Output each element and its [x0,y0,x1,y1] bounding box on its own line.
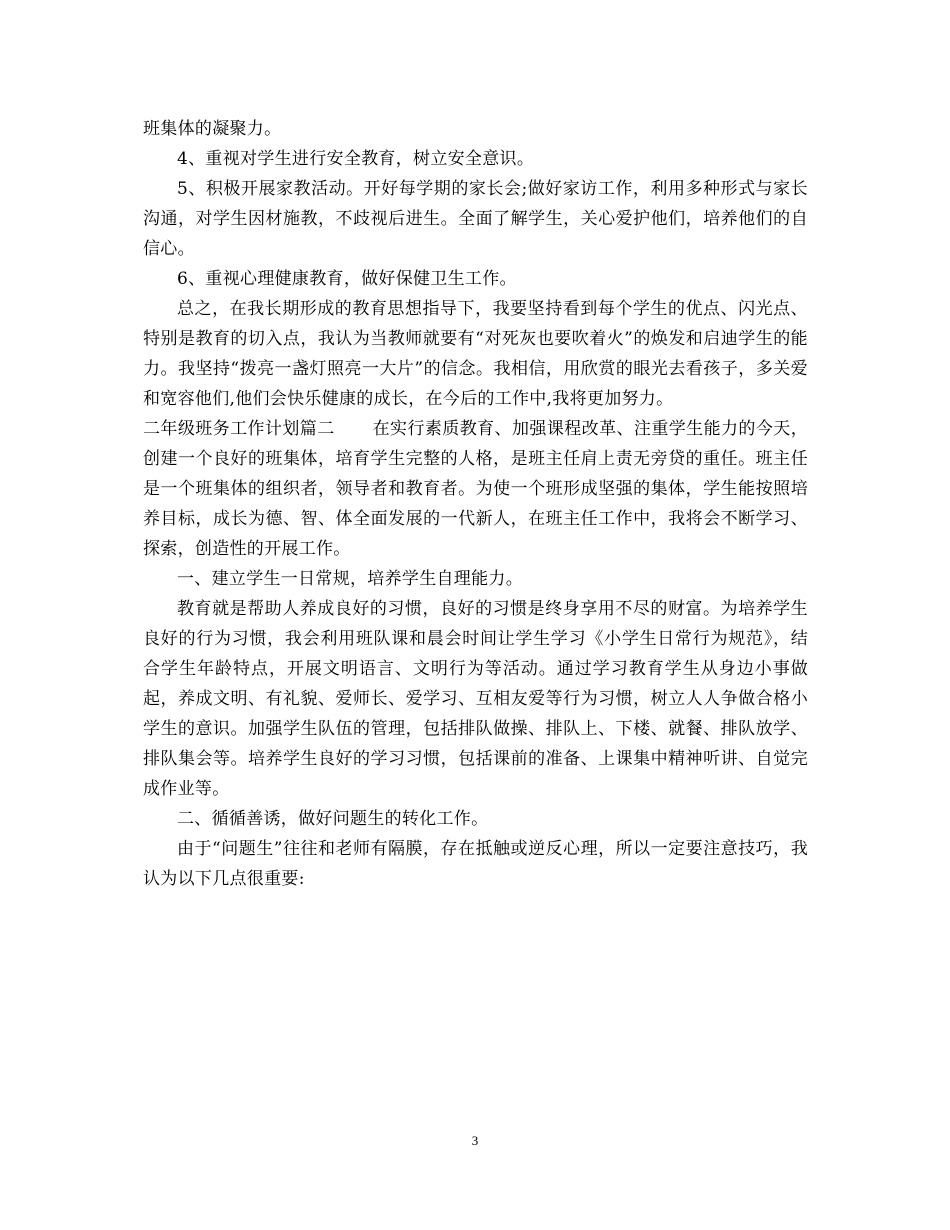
paragraph-item-4: 4、重视对学生进行安全教育，树立安全意识。 [177,149,535,169]
document-body [143,114,808,894]
section-intro: 在实行素质教育、加强课程改革、注重学生能力的今天，创建一个良好的班集体，培育学生完整的人格，是班主任肩上责无旁贷的重任。班主任是一个班集体的组织者，领导者和教育者。为使一个班形成坚强的集体，学生能按照培养目标，成长为德、智、体全面发展的一代新人，在班主任工作中，我将会不断学习、探索，创造性的开展工作。 [143,419,808,559]
paragraph-habits: 教育就是帮助人养成良好的习惯，良好的习惯是终身享用不尽的财富。为培养学生良好的行为习惯，我会利用班队课和晨会时间让学生学习《小学生日常行为规范》，结合学生年龄特点，开展文明语言、文明行为等活动。通过学习教育学生从身边小事做起，养成文明、有礼貌、爱师长、爱学习、互相友爱等行为习惯，树立人人争做合格小学生的意识。加强学生队伍的管理，包括排队做操、排队上、下楼、就餐、排队放学、排队集会等。培养学生良好的学习习惯，包括课前的准备、上课集中精神听讲、自觉完成作业等。 [143,599,808,799]
section-two-paragraph [143,414,808,564]
paragraph-conclusion: 总之，在我长期形成的教育思想指导下，我要坚持看到每个学生的优点、闪光点、特别是教育的切入点，我认为当教师就要有“对死灰也要吹着火”的焕发和启迪学生的能力。我坚持“拨亮一盏灯照亮一大片”的信念。我相信，用欣赏的眼光去看孩子，多关爱和宽容他们,他们会快乐健康的成长，在今后的工作中,我将更加努力。 [143,299,808,409]
heading-problem-students: 二、循循善诱，做好问题生的转化工作。 [177,809,489,829]
paragraph-item-5: 5、积极开展家教活动。开好每学期的家长会;做好家访工作，利用多种形式与家长沟通，对学生因材施教，不歧视后进生。全面了解学生，关心爱护他们，培养他们的自信心。 [143,179,808,259]
heading-daily-routine: 一、建立学生一日常规，培养学生自理能力。 [177,569,523,589]
page-number: 3 [471,1133,479,1148]
paragraph-continuation: 班集体的凝聚力。 [143,119,282,139]
section-title: 二年级班务工作计划篇二 [143,419,335,439]
paragraph-item-6: 6、重视心理健康教育，做好保健卫生工作。 [177,269,517,289]
paragraph-problem-students: 由于“问题生”往往和老师有隔膜，存在抵触或逆反心理，所以一定要注意技巧，我认为以下几点很重要: [143,839,808,889]
